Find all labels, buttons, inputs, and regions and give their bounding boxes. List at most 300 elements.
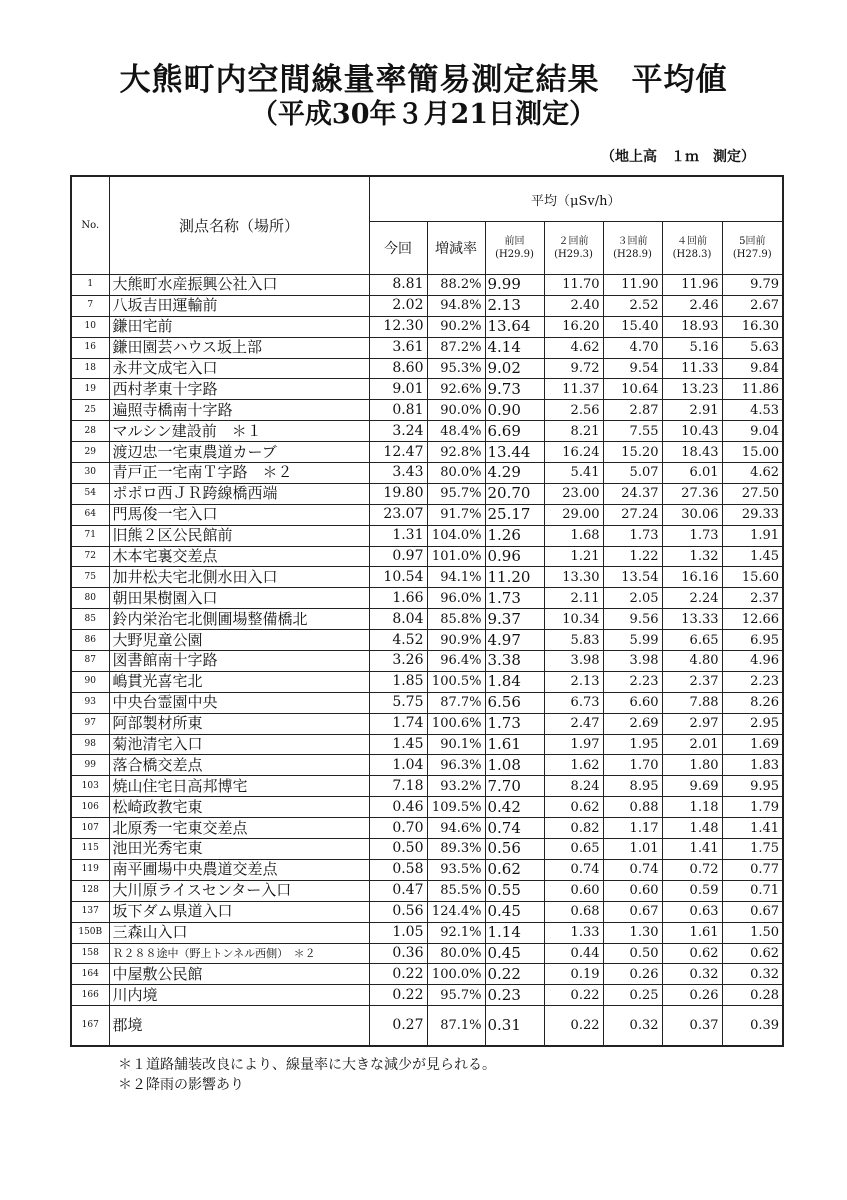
cell-prev4: 0.32 [662,964,722,985]
header-prev2-date: (H29.3) [554,249,593,260]
cell-prev1: 1.26 [485,525,544,546]
cell-prev5: 1.83 [722,755,783,776]
footnote-2: ＊２降雨の影響あり [118,1077,244,1093]
cell-prev4: 1.18 [662,797,722,818]
cell-prev2: 2.56 [544,400,603,421]
cell-prev2: 29.00 [544,504,603,525]
cell-current: 0.22 [369,985,427,1006]
cell-prev1: 0.23 [485,985,544,1006]
cell-prev5: 1.79 [722,797,783,818]
header-prev3-label: ３回前 [617,236,648,247]
cell-change: 93.2% [427,776,485,797]
cell-prev5: 1.41 [722,818,783,839]
cell-prev1: 1.08 [485,755,544,776]
cell-no: 10 [71,316,109,337]
cell-change: 96.0% [427,588,485,609]
cell-no: 18 [71,358,109,379]
cell-name: 朝田果樹園入口 [109,588,369,609]
header-prev3 [603,222,662,275]
cell-no: 119 [71,859,109,880]
cell-prev3: 0.67 [603,901,662,922]
cell-current: 2.02 [369,295,427,316]
header-prev1-date: (H29.9) [495,249,534,260]
cell-prev3: 11.90 [603,275,662,296]
table-row [71,421,783,442]
cell-prev3: 15.20 [603,442,662,463]
cell-prev2: 16.24 [544,442,603,463]
cell-current: 1.66 [369,588,427,609]
cell-prev1: 11.20 [485,567,544,588]
cell-no: 28 [71,421,109,442]
cell-prev3: 0.25 [603,985,662,1006]
cell-name: Ｒ２８８途中（野上トンネル西側） ＊２ [109,943,369,964]
cell-prev5: 9.84 [722,358,783,379]
cell-prev2: 4.62 [544,337,603,358]
cell-prev2: 1.68 [544,525,603,546]
cell-no: 72 [71,546,109,567]
cell-current: 0.22 [369,964,427,985]
table-row [71,734,783,755]
cell-prev3: 0.88 [603,797,662,818]
cell-current: 5.75 [369,692,427,713]
cell-prev3: 5.99 [603,630,662,651]
table-row [71,859,783,880]
footnotes [118,1055,496,1095]
cell-prev2: 11.70 [544,275,603,296]
cell-prev4: 0.63 [662,901,722,922]
cell-prev3: 0.32 [603,1006,662,1047]
cell-prev4: 2.24 [662,588,722,609]
cell-no: 87 [71,651,109,672]
cell-name: 池田光秀宅東 [109,839,369,860]
cell-prev1: 0.62 [485,859,544,880]
cell-change: 95.7% [427,985,485,1006]
cell-prev3: 9.56 [603,609,662,630]
table-row [71,713,783,734]
cell-prev2: 0.44 [544,943,603,964]
cell-name: 松崎政教宅東 [109,797,369,818]
cell-prev3: 7.55 [603,421,662,442]
cell-prev1: 1.84 [485,671,544,692]
cell-prev2: 23.00 [544,483,603,504]
cell-prev3: 2.87 [603,400,662,421]
cell-prev5: 1.75 [722,839,783,860]
cell-prev1: 0.56 [485,839,544,860]
cell-no: 99 [71,755,109,776]
cell-change: 87.7% [427,692,485,713]
cell-current: 1.04 [369,755,427,776]
cell-name: 北原秀一宅東交差点 [109,818,369,839]
cell-no: 98 [71,734,109,755]
cell-no: 86 [71,630,109,651]
cell-prev1: 6.56 [485,692,544,713]
cell-prev5: 9.79 [722,275,783,296]
cell-prev5: 9.95 [722,776,783,797]
cell-current: 19.80 [369,483,427,504]
table-row [71,1006,783,1047]
cell-current: 1.31 [369,525,427,546]
cell-prev4: 1.41 [662,839,722,860]
cell-change: 101.0% [427,546,485,567]
cell-prev5: 0.62 [722,943,783,964]
cell-name: 旧熊２区公民館前 [109,525,369,546]
cell-prev1: 13.44 [485,442,544,463]
cell-prev1: 2.13 [485,295,544,316]
cell-name: 南平圃場中央農道交差点 [109,859,369,880]
header-prev2 [544,222,603,275]
cell-change: 80.0% [427,943,485,964]
cell-prev1: 0.42 [485,797,544,818]
header-prev2-label: ２回前 [558,236,589,247]
cell-prev5: 4.62 [722,463,783,484]
header-prev4-label: ４回前 [677,236,707,247]
cell-prev5: 0.67 [722,901,783,922]
header-prev1-label: 前回 [504,236,525,247]
cell-change: 124.4% [427,901,485,922]
cell-current: 3.24 [369,421,427,442]
header-change: 増減率 [427,222,485,275]
cell-prev3: 15.40 [603,316,662,337]
cell-no: 16 [71,337,109,358]
cell-prev5: 1.45 [722,546,783,567]
cell-prev5: 16.30 [722,316,783,337]
cell-current: 3.61 [369,337,427,358]
footnote-1: ＊１道路舗装改良により、線量率に大きな減少が見られる。 [118,1057,496,1073]
cell-prev3: 4.70 [603,337,662,358]
cell-prev5: 0.39 [722,1006,783,1047]
cell-no: 25 [71,400,109,421]
cell-prev5: 2.23 [722,671,783,692]
cell-no: 7 [71,295,109,316]
cell-prev3: 9.54 [603,358,662,379]
cell-prev2: 0.60 [544,880,603,901]
cell-prev5: 1.69 [722,734,783,755]
cell-prev3: 5.07 [603,463,662,484]
table-row [71,358,783,379]
table-row [71,400,783,421]
cell-prev5: 15.00 [722,442,783,463]
cell-prev1: 4.14 [485,337,544,358]
cell-prev4: 0.59 [662,880,722,901]
cell-prev5: 4.96 [722,651,783,672]
table-row [71,818,783,839]
cell-prev5: 5.63 [722,337,783,358]
cell-no: 71 [71,525,109,546]
cell-current: 1.85 [369,671,427,692]
header-name: 測点名称（場所） [109,176,369,275]
cell-prev4: 6.01 [662,463,722,484]
cell-change: 109.5% [427,797,485,818]
cell-no: 115 [71,839,109,860]
cell-prev4: 5.16 [662,337,722,358]
cell-name: 川内境 [109,985,369,1006]
header-prev1 [485,222,544,275]
cell-prev4: 9.69 [662,776,722,797]
cell-prev5: 12.66 [722,609,783,630]
cell-prev4: 30.06 [662,504,722,525]
cell-prev2: 1.62 [544,755,603,776]
table-row [71,463,783,484]
cell-change: 92.1% [427,922,485,943]
cell-current: 12.30 [369,316,427,337]
cell-no: 166 [71,985,109,1006]
table-row [71,337,783,358]
cell-no: 137 [71,901,109,922]
cell-prev2: 2.40 [544,295,603,316]
cell-no: 167 [71,1006,109,1047]
cell-prev4: 18.43 [662,442,722,463]
table-row [71,692,783,713]
cell-name: 焼山住宅日高邦博宅 [109,776,369,797]
cell-prev5: 0.28 [722,985,783,1006]
cell-prev3: 8.95 [603,776,662,797]
cell-current: 3.26 [369,651,427,672]
header-no: No. [71,176,109,275]
table-row [71,880,783,901]
cell-current: 7.18 [369,776,427,797]
cell-prev5: 15.60 [722,567,783,588]
table-row [71,922,783,943]
cell-no: 93 [71,692,109,713]
cell-prev3: 1.01 [603,839,662,860]
cell-no: 97 [71,713,109,734]
table-row [71,483,783,504]
cell-name: 坂下ダム県道入口 [109,901,369,922]
cell-prev2: 1.97 [544,734,603,755]
cell-no: 103 [71,776,109,797]
cell-prev4: 10.43 [662,421,722,442]
cell-no: 75 [71,567,109,588]
cell-prev2: 0.62 [544,797,603,818]
cell-current: 12.47 [369,442,427,463]
cell-prev4: 11.33 [662,358,722,379]
cell-prev2: 11.37 [544,379,603,400]
cell-no: 1 [71,275,109,296]
cell-prev4: 1.32 [662,546,722,567]
table-row [71,316,783,337]
cell-change: 91.7% [427,504,485,525]
cell-current: 0.97 [369,546,427,567]
cell-prev3: 0.74 [603,859,662,880]
cell-prev3: 1.73 [603,525,662,546]
table-row [71,985,783,1006]
cell-prev1: 4.97 [485,630,544,651]
cell-change: 90.1% [427,734,485,755]
cell-prev1: 0.74 [485,818,544,839]
cell-prev4: 2.01 [662,734,722,755]
cell-prev1: 6.69 [485,421,544,442]
cell-prev3: 24.37 [603,483,662,504]
cell-prev4: 0.26 [662,985,722,1006]
cell-prev1: 1.61 [485,734,544,755]
cell-prev2: 6.73 [544,692,603,713]
cell-prev1: 0.31 [485,1006,544,1047]
cell-prev3: 1.95 [603,734,662,755]
cell-prev1: 1.73 [485,588,544,609]
cell-current: 9.01 [369,379,427,400]
cell-name: マルシン建設前 ＊１ [109,421,369,442]
cell-change: 100.0% [427,964,485,985]
cell-prev3: 1.70 [603,755,662,776]
cell-name: 中央台霊園中央 [109,692,369,713]
table-row [71,755,783,776]
cell-no: 80 [71,588,109,609]
cell-prev2: 2.13 [544,671,603,692]
table-row [71,546,783,567]
cell-prev2: 0.22 [544,985,603,1006]
cell-prev2: 5.41 [544,463,603,484]
cell-name: 木本宅裏交差点 [109,546,369,567]
cell-current: 0.46 [369,797,427,818]
cell-prev3: 3.98 [603,651,662,672]
cell-prev4: 11.96 [662,275,722,296]
cell-prev3: 0.26 [603,964,662,985]
cell-prev4: 0.62 [662,943,722,964]
cell-change: 87.1% [427,1006,485,1047]
header-prev5-label: 5回前 [739,236,766,247]
cell-name: 落合橋交差点 [109,755,369,776]
cell-name: 郡境 [109,1006,369,1047]
cell-current: 23.07 [369,504,427,525]
cell-prev2: 0.68 [544,901,603,922]
table-row [71,275,783,296]
cell-prev4: 18.93 [662,316,722,337]
cell-prev2: 0.19 [544,964,603,985]
cell-prev2: 1.33 [544,922,603,943]
table-row [71,567,783,588]
cell-change: 94.6% [427,818,485,839]
table-row [71,943,783,964]
cell-change: 80.0% [427,463,485,484]
cell-change: 100.6% [427,713,485,734]
cell-prev1: 4.29 [485,463,544,484]
table-row [71,588,783,609]
cell-name: 図書館南十字路 [109,651,369,672]
cell-current: 0.27 [369,1006,427,1047]
cell-prev4: 6.65 [662,630,722,651]
cell-name: 渡辺忠一宅東農道カーブ [109,442,369,463]
cell-prev5: 27.50 [722,483,783,504]
cell-current: 0.81 [369,400,427,421]
cell-prev2: 8.21 [544,421,603,442]
cell-prev1: 0.96 [485,546,544,567]
table-row [71,379,783,400]
cell-prev4: 27.36 [662,483,722,504]
cell-prev4: 2.37 [662,671,722,692]
cell-name: 永井文成宅入口 [109,358,369,379]
cell-no: 90 [71,671,109,692]
measurement-table [70,175,784,1047]
cell-change: 94.8% [427,295,485,316]
cell-prev3: 1.17 [603,818,662,839]
cell-prev2: 10.34 [544,609,603,630]
cell-prev4: 13.33 [662,609,722,630]
cell-prev5: 0.32 [722,964,783,985]
cell-current: 0.58 [369,859,427,880]
page-subtitle: （平成30年３月21日測定） [250,99,597,130]
cell-current: 10.54 [369,567,427,588]
cell-no: 29 [71,442,109,463]
cell-change: 90.2% [427,316,485,337]
cell-prev2: 8.24 [544,776,603,797]
cell-prev4: 2.97 [662,713,722,734]
header-prev4-date: (H28.3) [672,249,712,260]
cell-name: 嶋貫光喜宅北 [109,671,369,692]
cell-prev5: 2.95 [722,713,783,734]
cell-prev2: 2.47 [544,713,603,734]
cell-change: 95.3% [427,358,485,379]
cell-prev5: 1.50 [722,922,783,943]
cell-no: 85 [71,609,109,630]
cell-change: 48.4% [427,421,485,442]
cell-name: 青戸正一宅南Ｔ字路 ＊２ [109,463,369,484]
cell-change: 88.2% [427,275,485,296]
cell-change: 90.9% [427,630,485,651]
table-row [71,797,783,818]
cell-change: 89.3% [427,839,485,860]
cell-prev5: 8.26 [722,692,783,713]
cell-change: 96.3% [427,755,485,776]
table-row [71,671,783,692]
cell-no: 106 [71,797,109,818]
cell-no: 164 [71,964,109,985]
cell-prev4: 0.37 [662,1006,722,1047]
page-title: 大熊町内空間線量率簡易測定結果 平均値 [119,62,728,98]
cell-prev1: 1.14 [485,922,544,943]
table-row [71,630,783,651]
cell-change: 85.8% [427,609,485,630]
cell-no: 64 [71,504,109,525]
cell-current: 8.81 [369,275,427,296]
cell-prev4: 2.91 [662,400,722,421]
cell-prev1: 9.37 [485,609,544,630]
cell-prev2: 0.22 [544,1006,603,1047]
cell-prev2: 5.83 [544,630,603,651]
cell-prev1: 9.99 [485,275,544,296]
cell-change: 92.8% [427,442,485,463]
table-body [71,275,783,1047]
cell-prev4: 2.46 [662,295,722,316]
cell-no: 107 [71,818,109,839]
cell-no: 128 [71,880,109,901]
cell-change: 104.0% [427,525,485,546]
cell-prev1: 3.38 [485,651,544,672]
cell-prev3: 10.64 [603,379,662,400]
cell-current: 0.36 [369,943,427,964]
cell-prev5: 2.67 [722,295,783,316]
cell-current: 0.70 [369,818,427,839]
cell-prev5: 1.91 [722,525,783,546]
measurement-height-note: （地上高 １ｍ 測定） [601,149,755,165]
cell-prev4: 13.23 [662,379,722,400]
cell-name: 阿部製材所東 [109,713,369,734]
cell-prev3: 0.60 [603,880,662,901]
cell-no: 30 [71,463,109,484]
cell-change: 92.6% [427,379,485,400]
table-row [71,964,783,985]
cell-no: 150B [71,922,109,943]
cell-prev2: 2.11 [544,588,603,609]
cell-prev1: 0.45 [485,901,544,922]
cell-change: 96.4% [427,651,485,672]
cell-prev4: 7.88 [662,692,722,713]
cell-change: 90.0% [427,400,485,421]
cell-change: 95.7% [427,483,485,504]
cell-no: 19 [71,379,109,400]
cell-change: 100.5% [427,671,485,692]
cell-change: 93.5% [427,859,485,880]
cell-current: 1.45 [369,734,427,755]
